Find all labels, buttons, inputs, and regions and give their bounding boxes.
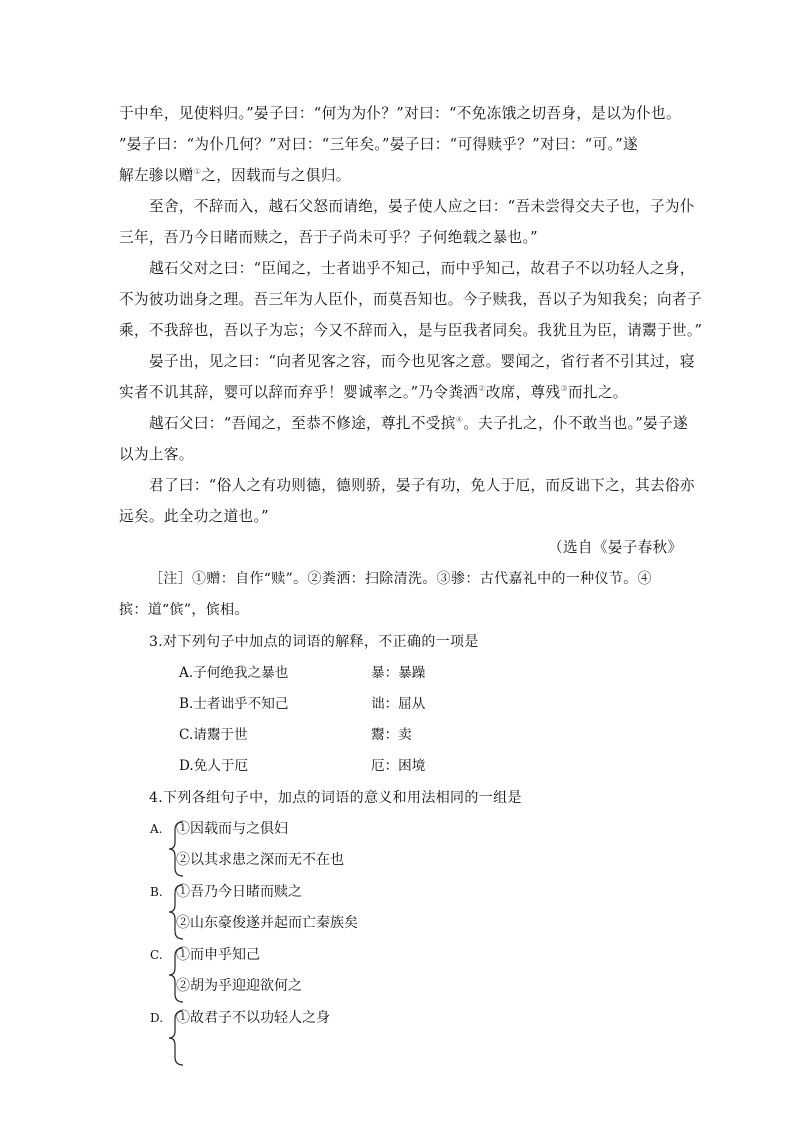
q4-b-sentence-2: ②山东豪俊遂并起而亡秦族矣 bbox=[176, 915, 358, 931]
q4-c-sentence-2: ②胡为乎迎迎欲何之 bbox=[176, 978, 302, 994]
source-citation: （选自《晏子春秋》 bbox=[548, 539, 683, 556]
passage-line-11 bbox=[149, 414, 688, 434]
q3-option-d-gloss: 厄：困境 bbox=[371, 758, 426, 774]
notes-line-1: ［注］①赠：自作“赎”。②粪洒：扫除清洗。③骖：古代嘉礼中的一种仪节。④ bbox=[149, 571, 652, 587]
passage-text: 而扎之。 bbox=[567, 384, 628, 401]
passage-text: 解左骖以赠 bbox=[119, 167, 194, 184]
q4-b-sentence-1: ①吾乃今日睹而赎之 bbox=[176, 884, 302, 900]
q4-option-d-letter[interactable]: D. bbox=[150, 1011, 164, 1025]
passage-text: 之，因载而与之俱归。 bbox=[201, 167, 351, 184]
q4-option-b-letter[interactable]: B. bbox=[150, 885, 163, 899]
passage-line-1: 于中牟，见使料归。”晏子曰：“何为为仆？”对曰：“不免冻饿之切吾身，是以为仆也。 bbox=[119, 105, 681, 122]
q3-option-b[interactable]: B.士者诎乎不知己 bbox=[179, 696, 289, 712]
passage-text: 。夫子扎之，仆不敢当也。”晏子遂 bbox=[463, 415, 688, 432]
passage-line-14: 远矣。此全功之道也。” bbox=[119, 508, 269, 525]
passage-line-13: 君了曰：“俗人之有功则德，德则骄，晏子有功，免人于厄，而反诎下之，其去俗亦 bbox=[149, 477, 695, 494]
passage-line-4: 至舍，不辞而入，越石父怒而请绝，晏子使人应之曰：“吾未尝得交夫子也，子为仆 bbox=[149, 198, 695, 215]
note-marker: ④ bbox=[455, 415, 464, 425]
passage-line-9: 晏子出，见之曰：“向者见客之容，而今也见客之意。婴闻之，省行者不引其过，寝 bbox=[149, 353, 695, 370]
q4-c-sentence-1: ①而申乎知己 bbox=[176, 947, 260, 963]
q3-option-a[interactable]: A.子何绝我之暴也 bbox=[179, 665, 289, 681]
passage-line-8: 乘，不我辞也，吾以子为忘；今又不辞而入，是与臣我者同矣。我犹且为臣，请鬻于世。” bbox=[119, 322, 703, 339]
q4-a-sentence-2: ②以其求患之深而无不在也 bbox=[176, 852, 344, 868]
question-4-stem: 4.下列各组句子中，加点的词语的意义和用法相同的一组是 bbox=[149, 790, 522, 806]
q4-option-a-letter[interactable]: A. bbox=[150, 822, 163, 836]
note-marker: ② bbox=[478, 384, 486, 394]
note-marker: ① bbox=[193, 167, 202, 177]
notes-line-2: 摈：道“傧”，傧相。 bbox=[119, 602, 249, 618]
passage-text: 改席，尊残 bbox=[485, 384, 561, 401]
q3-option-c[interactable]: C.请鬻于世 bbox=[179, 727, 248, 743]
passage-text: 越石父曰：“吾闻之，至恭不修途，尊扎不受摈 bbox=[149, 415, 456, 432]
q3-option-b-gloss: 诎：屈从 bbox=[371, 696, 426, 712]
passage-line-10 bbox=[119, 383, 628, 403]
q3-option-c-gloss: 鬻：卖 bbox=[371, 727, 412, 743]
q4-option-c-letter[interactable]: C. bbox=[150, 948, 163, 962]
q4-d-sentence-1: ①故君子不以功轻人之身 bbox=[176, 1010, 330, 1026]
passage-line-6: 越石父对之曰：“臣闻之，士者诎乎不知己，而中乎知己，故君子不以功轻人之身， bbox=[149, 260, 695, 277]
q4-a-sentence-1: ①因载而与之俱妇 bbox=[176, 821, 288, 837]
passage-line-3 bbox=[119, 166, 351, 186]
passage-line-2: ”晏子曰：“为仆几何？”对曰：“三年矣。”晏子曰：“可得赎乎？”对曰：“可。”遂 bbox=[119, 136, 638, 153]
q3-option-a-gloss: 暴：暴躁 bbox=[371, 665, 426, 681]
passage-line-5: 三年，吾乃今日睹而赎之，吾于子尚未可乎？子何绝载之暴也。” bbox=[119, 229, 538, 246]
question-3-stem: 3.对下列句子中加点的词语的解释，不正确的一项是 bbox=[149, 634, 479, 650]
note-marker: ③ bbox=[560, 384, 568, 394]
q3-option-d[interactable]: D.免人于厄 bbox=[179, 758, 249, 774]
passage-line-7: 不为彼功诎身之理。吾三年为人臣仆，而莫吾知也。今子赎我，吾以子为知我矣；向者子 bbox=[119, 291, 702, 308]
passage-text: 实者不讥其辞，婴可以辞而弃乎！婴诚率之。”乃令粪洒 bbox=[119, 384, 479, 401]
passage-line-12: 以为上客。 bbox=[119, 446, 194, 463]
